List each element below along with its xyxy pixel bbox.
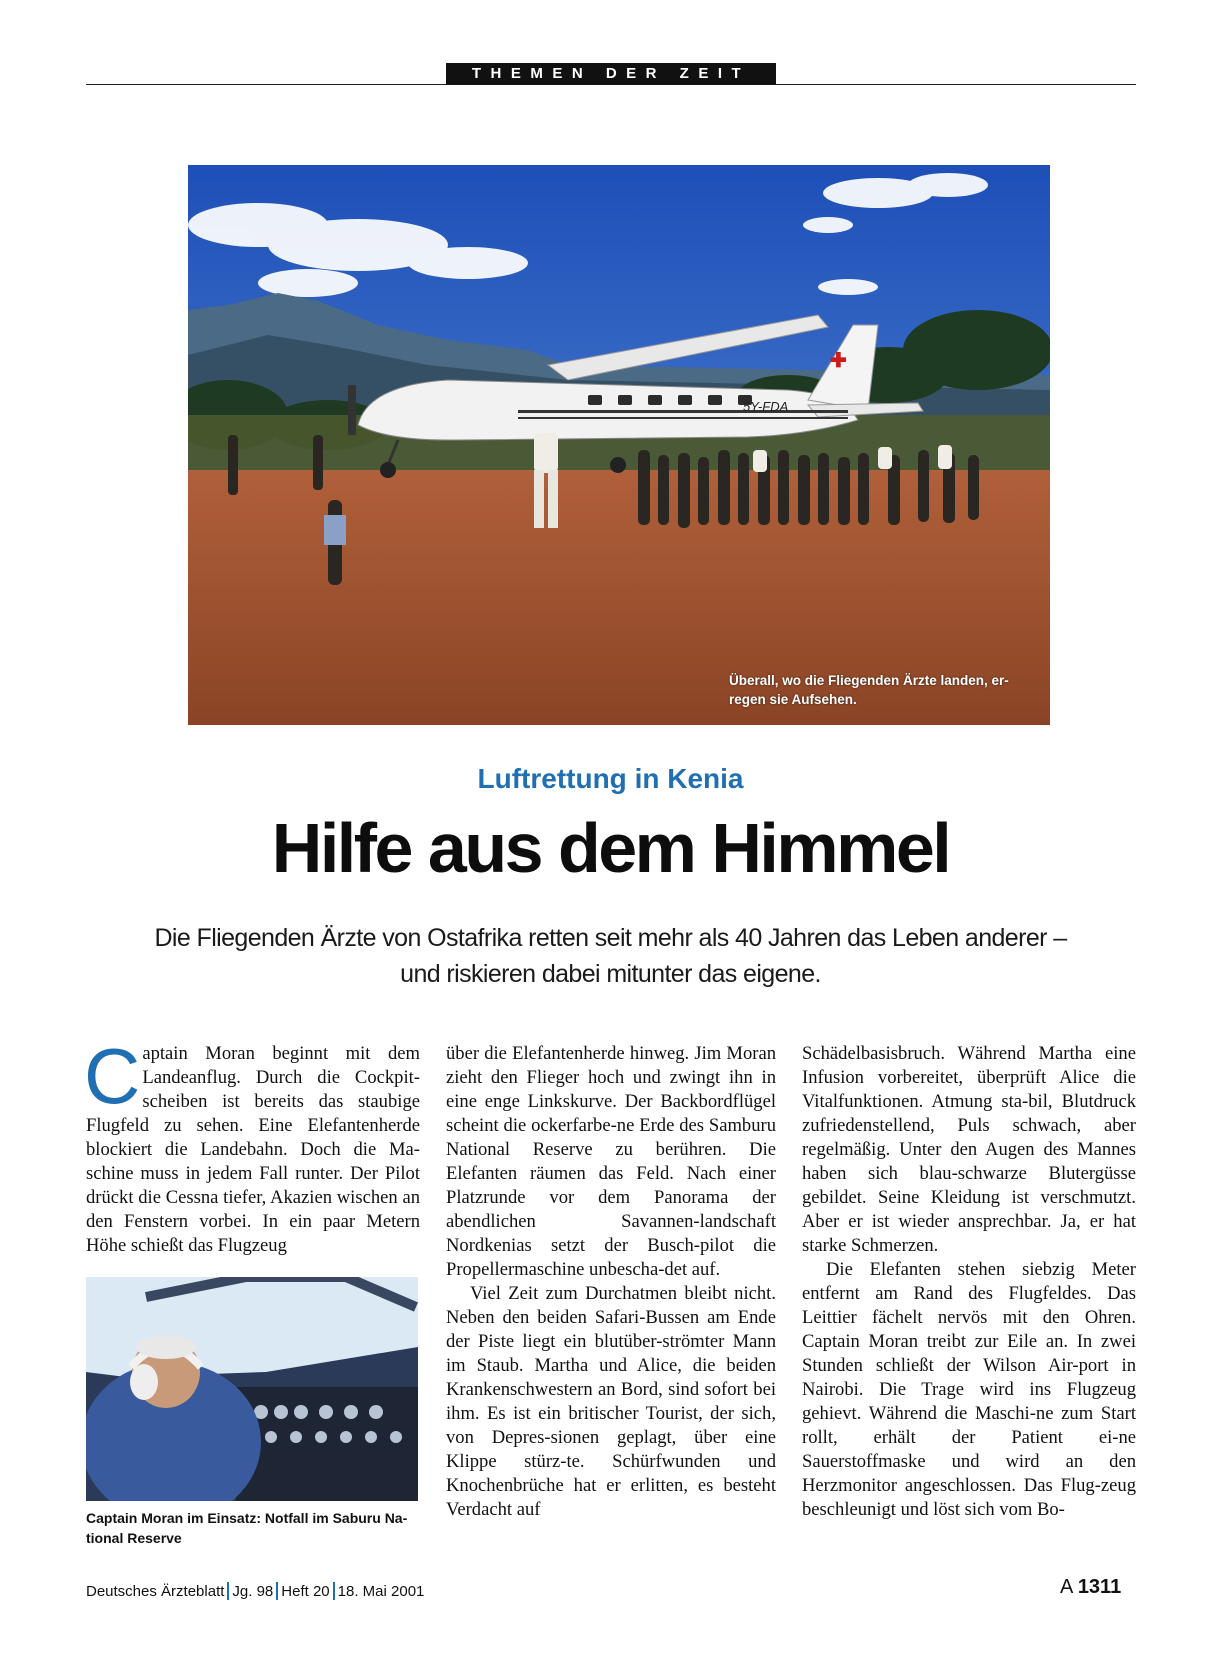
cockpit-photo-illustration [86, 1277, 418, 1501]
journal-issue: Heft 20 [281, 1583, 330, 1600]
hero-caption-line2: regen sie Aufsehen. [729, 692, 857, 707]
article-deck [120, 920, 1101, 992]
body-paragraph: über die Elefantenherde hinweg. Jim Moran zieht den Flieger hoch und zwingt ihn in eine enge Linkskurve. Der Backbordflügel scheint die ockerfarbe-ne Erde des Samburu National Reserve zu berühren. Die Elefanten räumen das Feld. Nach einer Platzrunde vor dem Panorama der abendlichen Savannen-landschaft Nordkenias setzt der Busch-pilot die Propellermaschine unbescha-det auf. [446, 1043, 776, 1280]
body-column-3 [802, 1042, 1136, 1522]
article-kicker: Luftrettung in Kenia [477, 763, 744, 794]
aircraft-registration: 5Y-FDA [743, 399, 789, 414]
deck-line1: Die Fliegenden Ärzte von Ostafrika retten seit mehr als 40 Jahren das Leben anderer – [154, 924, 1067, 952]
airstrip-photo-illustration [188, 165, 1050, 725]
journal-name: Deutsches Ärzteblatt [86, 1583, 225, 1600]
hero-photo [188, 165, 1050, 725]
article-title: Hilfe aus dem Himmel [271, 809, 950, 887]
journal-volume: Jg. 98 [232, 1583, 274, 1600]
footer-separator [333, 1582, 335, 1600]
cockpit-caption: Captain Moran im Einsatz: Notfall im Saburu Na-tional Reserve [86, 1510, 408, 1546]
journal-date: 18. Mai 2001 [337, 1583, 425, 1600]
page-footer [86, 1582, 424, 1600]
page-number [1060, 1576, 1121, 1599]
section-tag: THEMEN DER ZEIT [446, 63, 776, 85]
lead-text: aptain Moran beginnt mit dem Landeanflug. Durch die Cockpit-scheiben ist bereits das staubige Flugfeld zu sehen. Eine Elefantenherde blockiert die Landebahn. Doch die Ma-schine muss in jedem Fall runter. Der Pilot drückt die Cessna tiefer, Akazien wischen an den Fenstern vorbei. In ein paar Metern Höhe schießt das Flugzeug [86, 1043, 420, 1256]
page-number-value: 1311 [1077, 1576, 1122, 1598]
hero-caption-line1: Überall, wo die Fliegenden Ärzte landen, er- [729, 673, 1009, 688]
body-paragraph: Viel Zeit zum Durchatmen bleibt nicht. Neben den beiden Safari-Bussen am Ende der Piste liegt ein blutüber-strömter Mann im Staub. Martha und Alice, die beiden Krankenschwestern an Bord, sind sofort bei ihm. Es ist ein britischer Tourist, der sich, von Depres-sionen geplagt, über eine Klippe stürz-te. Schürfwunden und Knochenbrüche hat er erlitten, es besteht Verdacht auf [446, 1283, 776, 1520]
footer-separator [276, 1582, 278, 1600]
body-column-2 [446, 1042, 776, 1522]
deck-line2: und riskieren dabei mitunter das eigene. [400, 960, 821, 988]
hero-caption [729, 671, 1049, 709]
footer-separator [227, 1582, 229, 1600]
body-paragraph: Schädelbasisbruch. Während Martha eine Infusion vorbereitet, überprüft Alice die Vitalfunktionen. Atmung sta-bil, Blutdruck zufriedenstellend, Puls schwach, aber regelmäßig. Unter den Augen des Mannes haben sich blau-schwarze Blutergüsse gebildet. Seine Kleidung ist verschmutzt. Aber er ist wieder ansprechbar. Ja, er hat starke Schmerzen. [802, 1043, 1136, 1256]
cockpit-photo [86, 1277, 418, 1501]
drop-cap: C [84, 1032, 141, 1120]
page-prefix: A [1060, 1576, 1073, 1598]
tail-cross: ✚ [830, 350, 847, 372]
body-paragraph: Die Elefanten stehen siebzig Meter entfernt am Rand des Flugfeldes. Das Leittier fächelt nervös mit den Ohren. Captain Moran treibt zur Eile an. In zwei Stunden schließt der Wilson Air-port in Nairobi. Die Trage wird ins Flugzeug gehievt. Während die Maschi-ne zum Start rollt, erhält der Patient ei-ne Sauerstoffmaske und wird an den Herzmonitor angeschlossen. Das Flug-zeug beschleunigt und löst sich vom Bo- [802, 1259, 1136, 1520]
body-column-1 [84, 1032, 420, 1258]
lead-paragraph [84, 1032, 420, 1258]
